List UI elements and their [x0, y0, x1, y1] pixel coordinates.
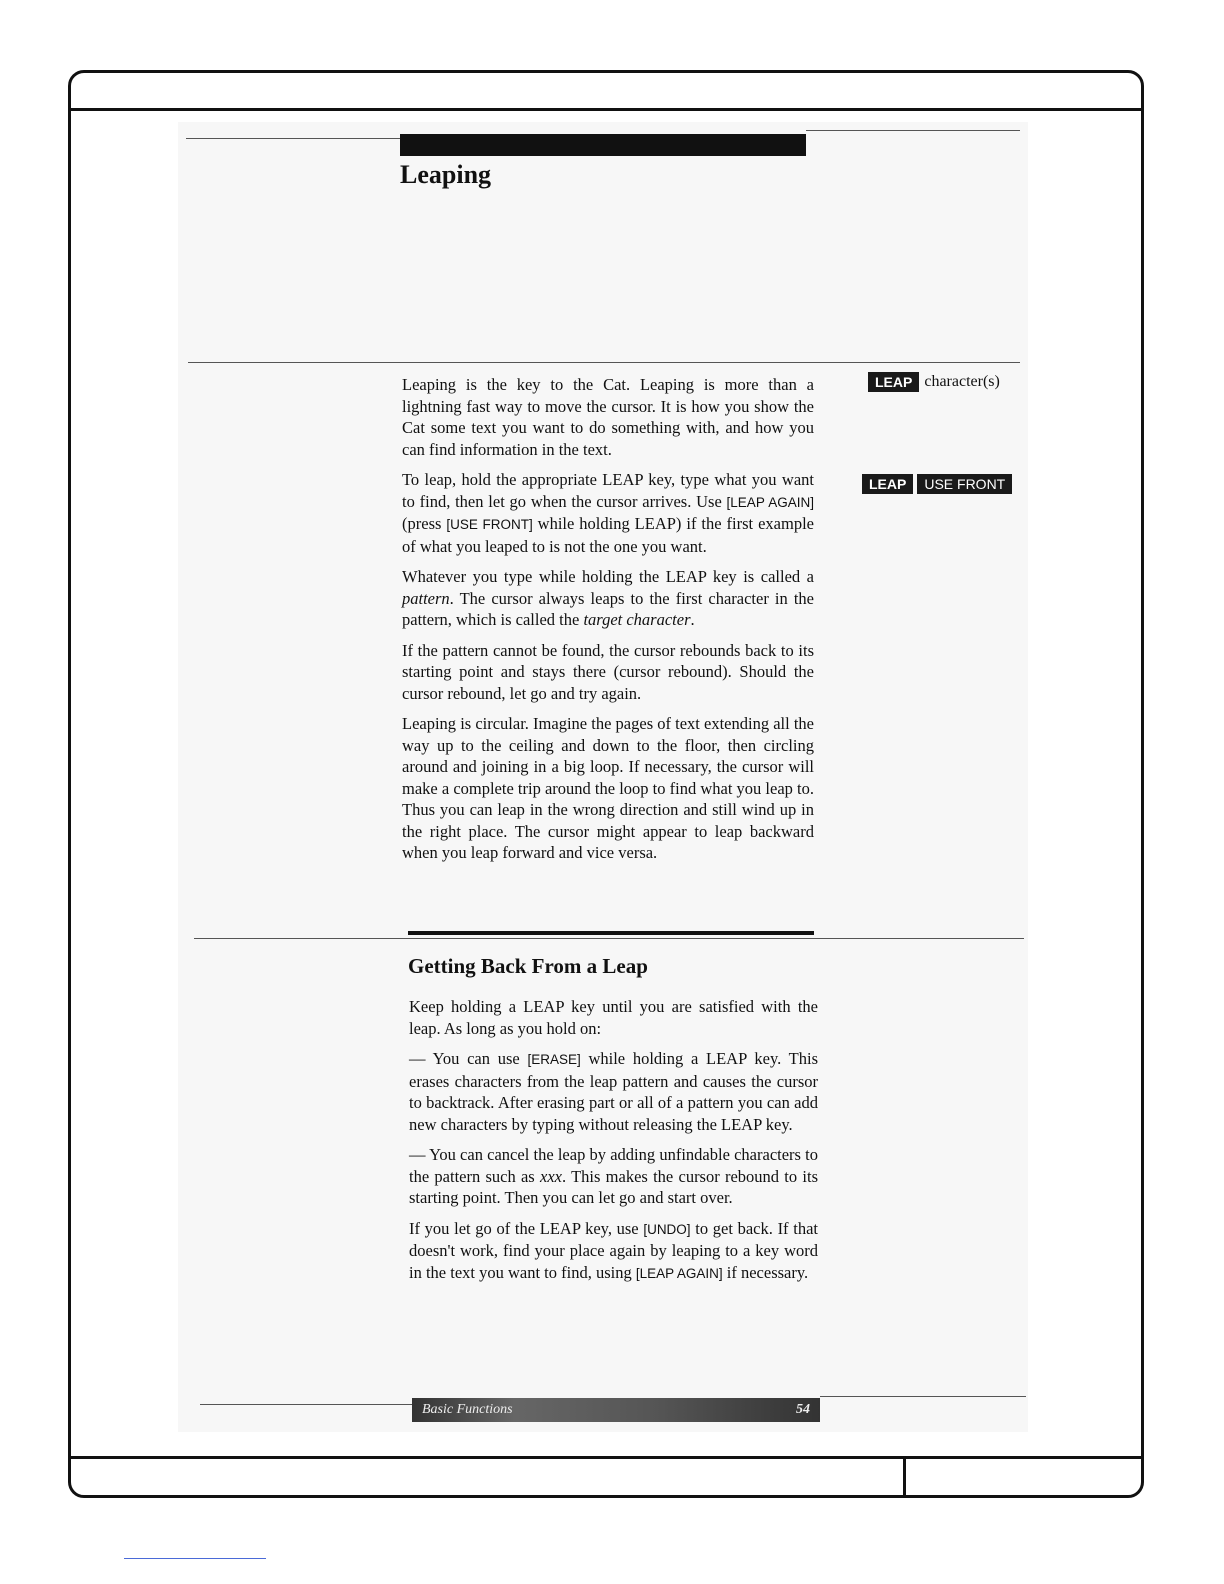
footer-rule-right	[820, 1396, 1026, 1397]
leap-again-key: [LEAP AGAIN]	[635, 1265, 723, 1281]
paragraph: Leaping is circular. Imagine the pages of text extending all the way up to the ceiling and down to the floor, then circling around and joining in a big loop. If necessary, the cursor will make a complete trip around the loop to find what you leap to. Thus you can leap in the wrong direction and still wind up in the right place. The cursor might appear to leap backward when you leap forward and vice versa.	[402, 714, 814, 862]
use-front-key-label: USE FRONT	[917, 474, 1012, 494]
leap-key-label: LEAP	[868, 372, 919, 392]
footer-bar	[412, 1398, 820, 1422]
margin-note-text: character(s)	[924, 373, 1000, 390]
paragraph: To leap, hold the appropriate LEAP key, type what you want to find, then let go when the cursor arrives. Use [LEAP AGAIN] (press [USE FRONT] while holding LEAP) if the first example of what you leaped to is not the one you want.	[402, 470, 814, 556]
page-number: 54	[796, 1402, 810, 1417]
leap-again-key: [LEAP AGAIN]	[726, 494, 814, 510]
paragraph: — You can cancel the leap by adding unfindable characters to the pattern such as xxx. This makes the cursor rebound to its starting point. Then you can let go and start over.	[409, 1145, 818, 1207]
footer-chapter-label: Basic Functions	[422, 1402, 513, 1417]
frame-top-rule	[68, 108, 1144, 111]
title-bar	[400, 134, 806, 156]
paragraph: — You can use [ERASE] while holding a LEAP key. This erases characters from the leap pattern and causes the cursor to backtrack. After erasing part or all of a pattern you can add new characters by typing without releasing the LEAP key.	[409, 1049, 819, 1134]
section-divider	[194, 938, 1024, 939]
paragraph: Whatever you type while holding the LEAP key is called a pattern. The cursor always leaps to the first character in the pattern, which is called the target character.	[402, 567, 814, 629]
section-text	[409, 996, 818, 1293]
section-title: Getting Back From a Leap	[408, 954, 648, 978]
paragraph: Keep holding a LEAP key until you are satisfied with the leap. As long as you hold on:	[409, 997, 818, 1038]
frame-bottom-rule	[68, 1456, 1144, 1459]
section-divider-bar	[408, 931, 814, 935]
footer-rule-left	[200, 1404, 412, 1405]
use-front-key: [USE FRONT]	[446, 517, 533, 532]
page-title: Leaping	[400, 160, 492, 189]
paragraph: If you let go of the LEAP key, use [UNDO] to get back. If that doesn't work, find your place again by leaping to a key word in the text you want to find, using [LEAP AGAIN] if necessary.	[409, 1218, 818, 1282]
paragraph: If the pattern cannot be found, the cursor rebounds back to its starting point and stays there (cursor rebound). Should the cursor rebound, let go and try again.	[402, 640, 814, 703]
intro-text	[402, 374, 814, 873]
margin-note-leap-character	[868, 372, 1000, 392]
section-rule	[188, 362, 1020, 363]
leap-key-label: LEAP	[862, 474, 913, 494]
margin-note-leap-use-front	[862, 474, 1012, 494]
header-rule-left	[186, 138, 400, 139]
paragraph: Leaping is the key to the Cat. Leaping is more than a lightning fast way to move the cursor. It is how you show the Cat some text you want to do something with, and how you can find information in the text.	[402, 375, 814, 459]
frame-footer-divider	[903, 1456, 906, 1496]
undo-key: [UNDO]	[643, 1221, 691, 1237]
bottom-link-underline	[124, 1558, 266, 1559]
header-rule-right	[806, 130, 1020, 131]
erase-key: [ERASE]	[527, 1052, 581, 1067]
